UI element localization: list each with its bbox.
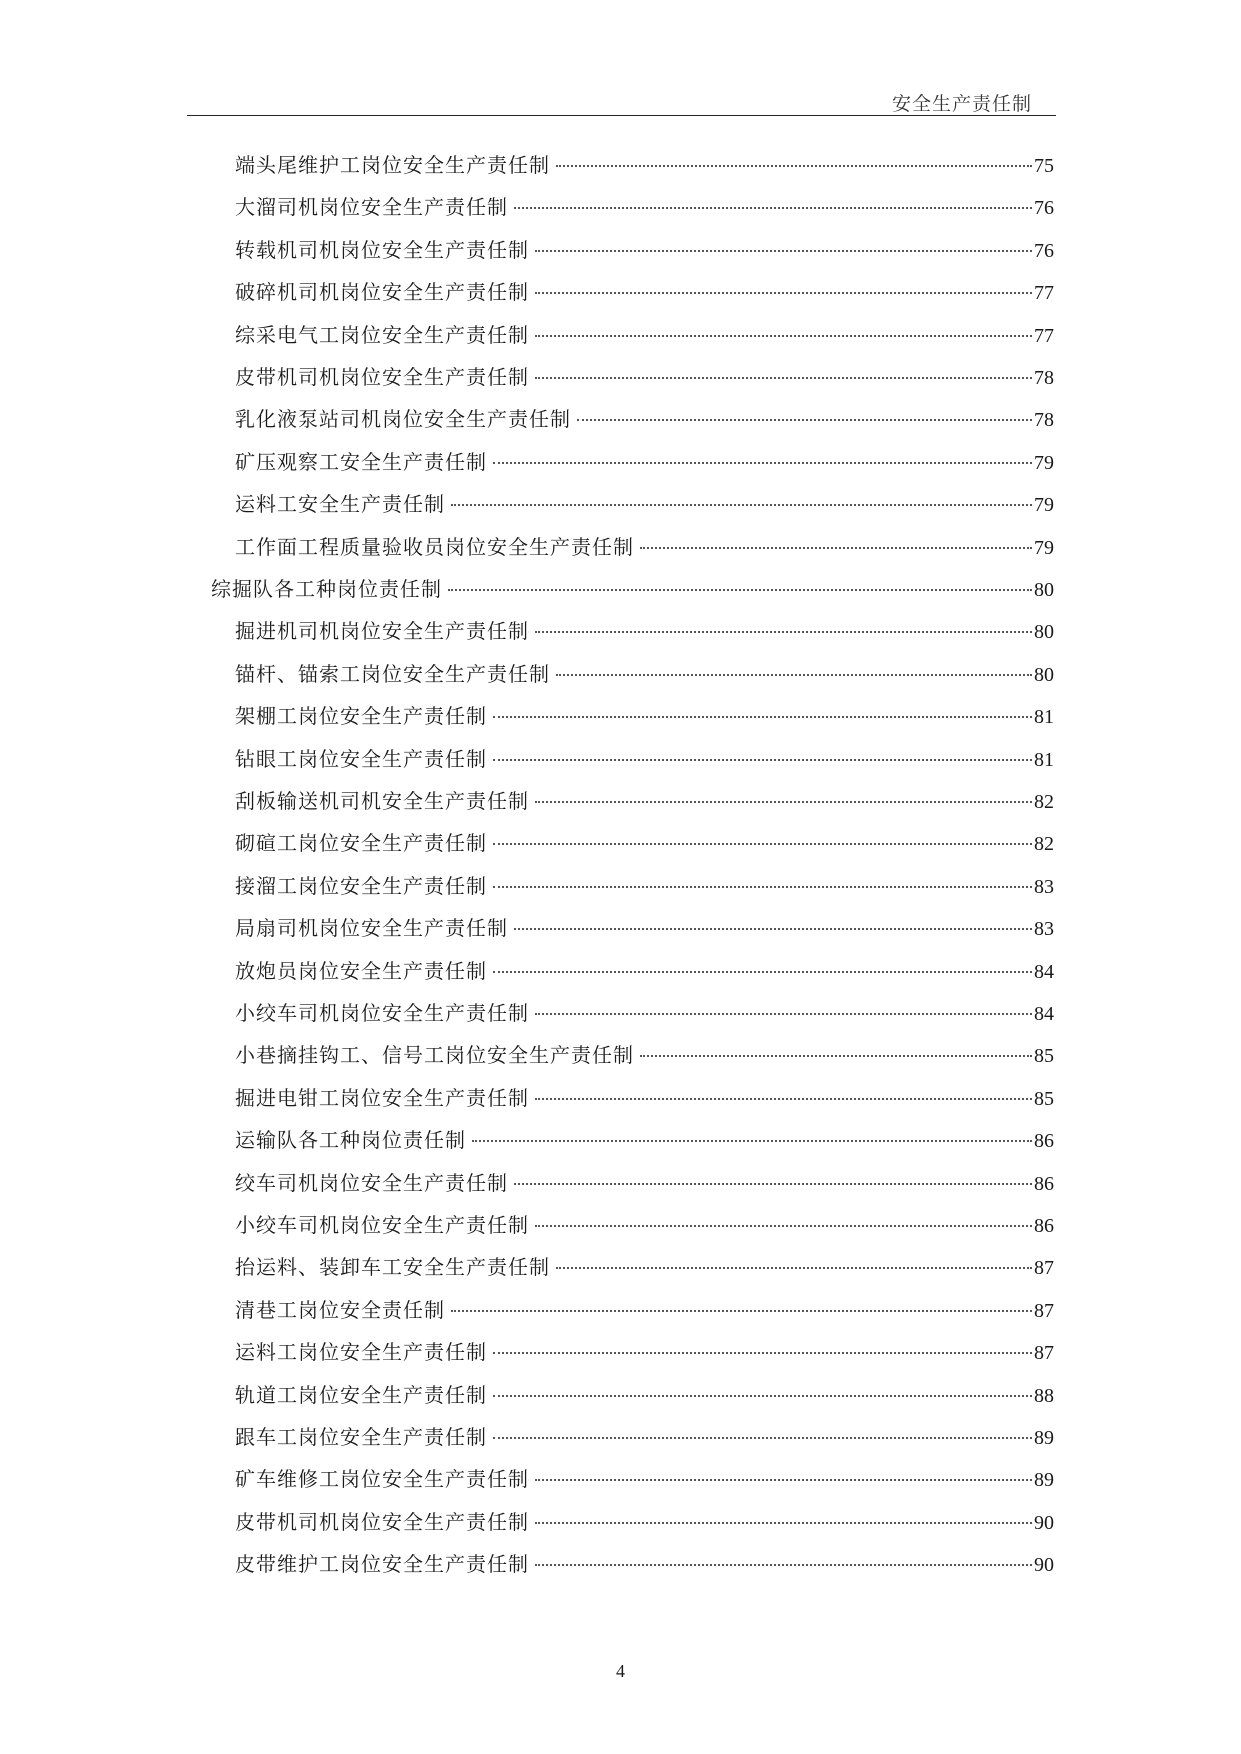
toc-dot-leader: [577, 419, 1032, 421]
toc-entry-page-number: 86: [1034, 1130, 1054, 1153]
header-title: 安全生产责任制: [891, 93, 1032, 115]
toc-entry-page-number: 80: [1034, 663, 1054, 686]
toc-entry-title: 综采电气工岗位安全生产责任制: [235, 322, 529, 347]
toc-entry[interactable]: [235, 1380, 1054, 1410]
toc-dot-leader: [535, 801, 1032, 803]
toc-dot-leader: [514, 1183, 1032, 1185]
toc-entry-page-number: 90: [1034, 1554, 1054, 1577]
toc-entry[interactable]: [235, 871, 1054, 901]
toc-dot-leader: [451, 1310, 1032, 1312]
toc-entry-title: 运料工安全生产责任制: [235, 492, 445, 517]
toc-entry-page-number: 86: [1034, 1215, 1054, 1237]
toc-dot-leader: [535, 1479, 1032, 1481]
toc-entry[interactable]: [235, 1040, 1054, 1070]
toc-entry-page-number: 87: [1034, 1299, 1054, 1322]
toc-entry-page-number: 85: [1034, 1045, 1054, 1068]
toc-dot-leader: [535, 1225, 1032, 1227]
toc-dot-leader: [535, 1522, 1032, 1524]
toc-entry-page-number: 84: [1034, 1003, 1054, 1025]
toc-entry-page-number: 75: [1034, 155, 1054, 177]
page-number: 4: [616, 1661, 625, 1681]
toc-entry-page-number: 82: [1034, 833, 1054, 856]
toc-dot-leader: [640, 1055, 1032, 1057]
toc-entry-page-number: 87: [1034, 1342, 1054, 1365]
toc-entry-title: 抬运料、装卸车工安全生产责任制: [235, 1255, 550, 1280]
toc-entry[interactable]: [235, 1337, 1054, 1367]
toc-entry[interactable]: [235, 532, 1054, 562]
toc-dot-leader: [535, 631, 1032, 633]
toc-entry-page-number: 88: [1034, 1384, 1054, 1407]
toc-entry-page-number: 86: [1034, 1172, 1054, 1195]
toc-entry-page-number: 81: [1034, 706, 1054, 729]
toc-dot-leader: [493, 1437, 1032, 1439]
toc-dot-leader: [493, 759, 1032, 761]
toc-entry[interactable]: [235, 192, 1054, 222]
toc-entry-title: 接溜工岗位安全生产责任制: [235, 873, 487, 898]
toc-entry-title: 大溜司机岗位安全生产责任制: [235, 195, 508, 220]
toc-entry-page-number: 90: [1034, 1511, 1054, 1534]
toc-entry-title: 刮板输送机司机安全生产责任制: [235, 789, 529, 813]
toc-dot-leader: [493, 716, 1032, 718]
toc-entry-title: 掘进机司机岗位安全生产责任制: [235, 619, 529, 644]
toc-entry-page-number: 79: [1034, 536, 1054, 559]
toc-entry[interactable]: [235, 616, 1054, 646]
toc-dot-leader: [493, 462, 1032, 464]
toc-dot-leader: [556, 165, 1032, 167]
toc-entry-title: 综掘队各工种岗位责任制: [211, 577, 442, 601]
toc-entry-title: 小巷摘挂钩工、信号工岗位安全生产责任制: [235, 1043, 634, 1068]
toc-entry-page-number: 89: [1034, 1469, 1054, 1492]
toc-entry-title: 小绞车司机岗位安全生产责任制: [235, 1213, 529, 1237]
toc-entry-title: 皮带机司机岗位安全生产责任制: [235, 1509, 529, 1534]
toc-entry-page-number: 87: [1034, 1257, 1054, 1280]
toc-entry[interactable]: [211, 574, 1054, 604]
toc-entry-page-number: 81: [1034, 748, 1054, 771]
toc-entry[interactable]: [235, 1295, 1054, 1325]
toc-entry-title: 轨道工岗位安全生产责任制: [235, 1382, 487, 1407]
toc-dot-leader: [535, 377, 1032, 379]
toc-entry-title: 皮带维护工岗位安全生产责任制: [235, 1552, 529, 1577]
toc-entry[interactable]: [235, 489, 1054, 519]
toc-entry-page-number: 80: [1034, 579, 1054, 601]
toc-entry-page-number: 78: [1034, 367, 1054, 389]
toc-entry-title: 矿车维修工岗位安全生产责任制: [235, 1467, 529, 1492]
toc-entry-page-number: 79: [1034, 451, 1054, 474]
toc-entry-page-number: 77: [1034, 282, 1054, 305]
toc-entry[interactable]: [235, 1125, 1054, 1155]
toc-dot-leader: [535, 1013, 1032, 1015]
toc-entry[interactable]: [235, 1168, 1054, 1198]
toc-entry[interactable]: [235, 701, 1054, 731]
toc-entry-page-number: 82: [1034, 791, 1054, 813]
toc-dot-leader: [493, 1395, 1032, 1397]
toc-entry[interactable]: [235, 1252, 1054, 1282]
toc-dot-leader: [535, 250, 1032, 252]
toc-entry-title: 绞车司机岗位安全生产责任制: [235, 1170, 508, 1195]
toc-entry[interactable]: [235, 1210, 1054, 1240]
toc-entry-title: 转载机司机岗位安全生产责任制: [235, 237, 529, 262]
toc-dot-leader: [514, 928, 1032, 930]
toc-entry[interactable]: [235, 1083, 1054, 1113]
toc-dot-leader: [535, 1098, 1032, 1100]
toc-entry[interactable]: [235, 277, 1054, 307]
header-rule: [187, 115, 1056, 116]
toc-entry[interactable]: [235, 320, 1054, 350]
toc-dot-leader: [493, 971, 1032, 973]
toc-entry[interactable]: [235, 235, 1054, 265]
toc-entry-page-number: 85: [1034, 1087, 1054, 1110]
toc-dot-leader: [535, 292, 1032, 294]
toc-entry-title: 架棚工岗位安全生产责任制: [235, 704, 487, 729]
toc-dot-leader: [514, 207, 1032, 209]
toc-entry-page-number: 83: [1034, 875, 1054, 898]
toc-entry-title: 跟车工岗位安全生产责任制: [235, 1425, 487, 1449]
toc-entry[interactable]: [235, 1422, 1054, 1452]
toc-entry-page-number: 79: [1034, 494, 1054, 517]
toc-dot-leader: [451, 504, 1032, 506]
toc-dot-leader: [493, 886, 1032, 888]
toc-entry[interactable]: [235, 150, 1054, 180]
toc-entry[interactable]: [235, 1549, 1054, 1579]
toc-entry[interactable]: [235, 659, 1054, 689]
toc-entry-title: 小绞车司机岗位安全生产责任制: [235, 1001, 529, 1025]
toc-entry-page-number: 84: [1034, 960, 1054, 983]
toc-entry-title: 端头尾维护工岗位安全生产责任制: [235, 153, 550, 177]
toc-entry-page-number: 77: [1034, 324, 1054, 347]
toc-entry-title: 锚杆、锚索工岗位安全生产责任制: [235, 661, 550, 686]
page-header: [187, 86, 1056, 114]
toc-entry-title: 清巷工岗位安全责任制: [235, 1297, 445, 1322]
toc-entry-title: 运料工岗位安全生产责任制: [235, 1340, 487, 1365]
toc-entry[interactable]: [235, 828, 1054, 858]
toc-entry-page-number: 76: [1034, 197, 1054, 220]
toc-entry-title: 掘进电钳工岗位安全生产责任制: [235, 1085, 529, 1110]
toc-entry-title: 破碎机司机岗位安全生产责任制: [235, 280, 529, 305]
toc-entry[interactable]: [235, 362, 1054, 392]
toc-dot-leader: [448, 589, 1032, 591]
toc-entry[interactable]: [235, 786, 1054, 816]
toc-entry-page-number: 83: [1034, 918, 1054, 941]
toc-entry[interactable]: [235, 1464, 1054, 1494]
toc-dot-leader: [640, 547, 1032, 549]
toc-dot-leader: [493, 843, 1032, 845]
toc-dot-leader: [535, 335, 1032, 337]
toc-entry-title: 矿压观察工安全生产责任制: [235, 449, 487, 474]
toc-entry[interactable]: [235, 404, 1054, 434]
toc-entry-title: 皮带机司机岗位安全生产责任制: [235, 365, 529, 389]
toc-entry[interactable]: [235, 998, 1054, 1028]
toc-dot-leader: [535, 1564, 1032, 1566]
toc-entry-title: 工作面工程质量验收员岗位安全生产责任制: [235, 534, 634, 559]
toc-entry[interactable]: [235, 744, 1054, 774]
toc-entry-title: 运输队各工种岗位责任制: [235, 1128, 466, 1153]
toc-entry-page-number: 80: [1034, 621, 1054, 644]
toc-entry[interactable]: [235, 913, 1054, 943]
toc-entry-title: 放炮员岗位安全生产责任制: [235, 958, 487, 983]
toc-dot-leader: [556, 674, 1032, 676]
toc-dot-leader: [472, 1140, 1032, 1142]
toc-entry-page-number: 76: [1034, 239, 1054, 262]
toc-entry-page-number: 89: [1034, 1427, 1054, 1449]
toc-entry[interactable]: [235, 1507, 1054, 1537]
toc-entry-title: 砌碹工岗位安全生产责任制: [235, 831, 487, 856]
toc-dot-leader: [493, 1352, 1032, 1354]
toc-entry[interactable]: [235, 447, 1054, 477]
toc-entry-title: 局扇司机岗位安全生产责任制: [235, 916, 508, 941]
toc-entry-title: 钻眼工岗位安全生产责任制: [235, 746, 487, 771]
toc-dot-leader: [556, 1267, 1032, 1269]
toc-entry-title: 乳化液泵站司机岗位安全生产责任制: [235, 407, 571, 432]
toc-entry[interactable]: [235, 956, 1054, 986]
toc-entry-page-number: 78: [1034, 409, 1054, 432]
